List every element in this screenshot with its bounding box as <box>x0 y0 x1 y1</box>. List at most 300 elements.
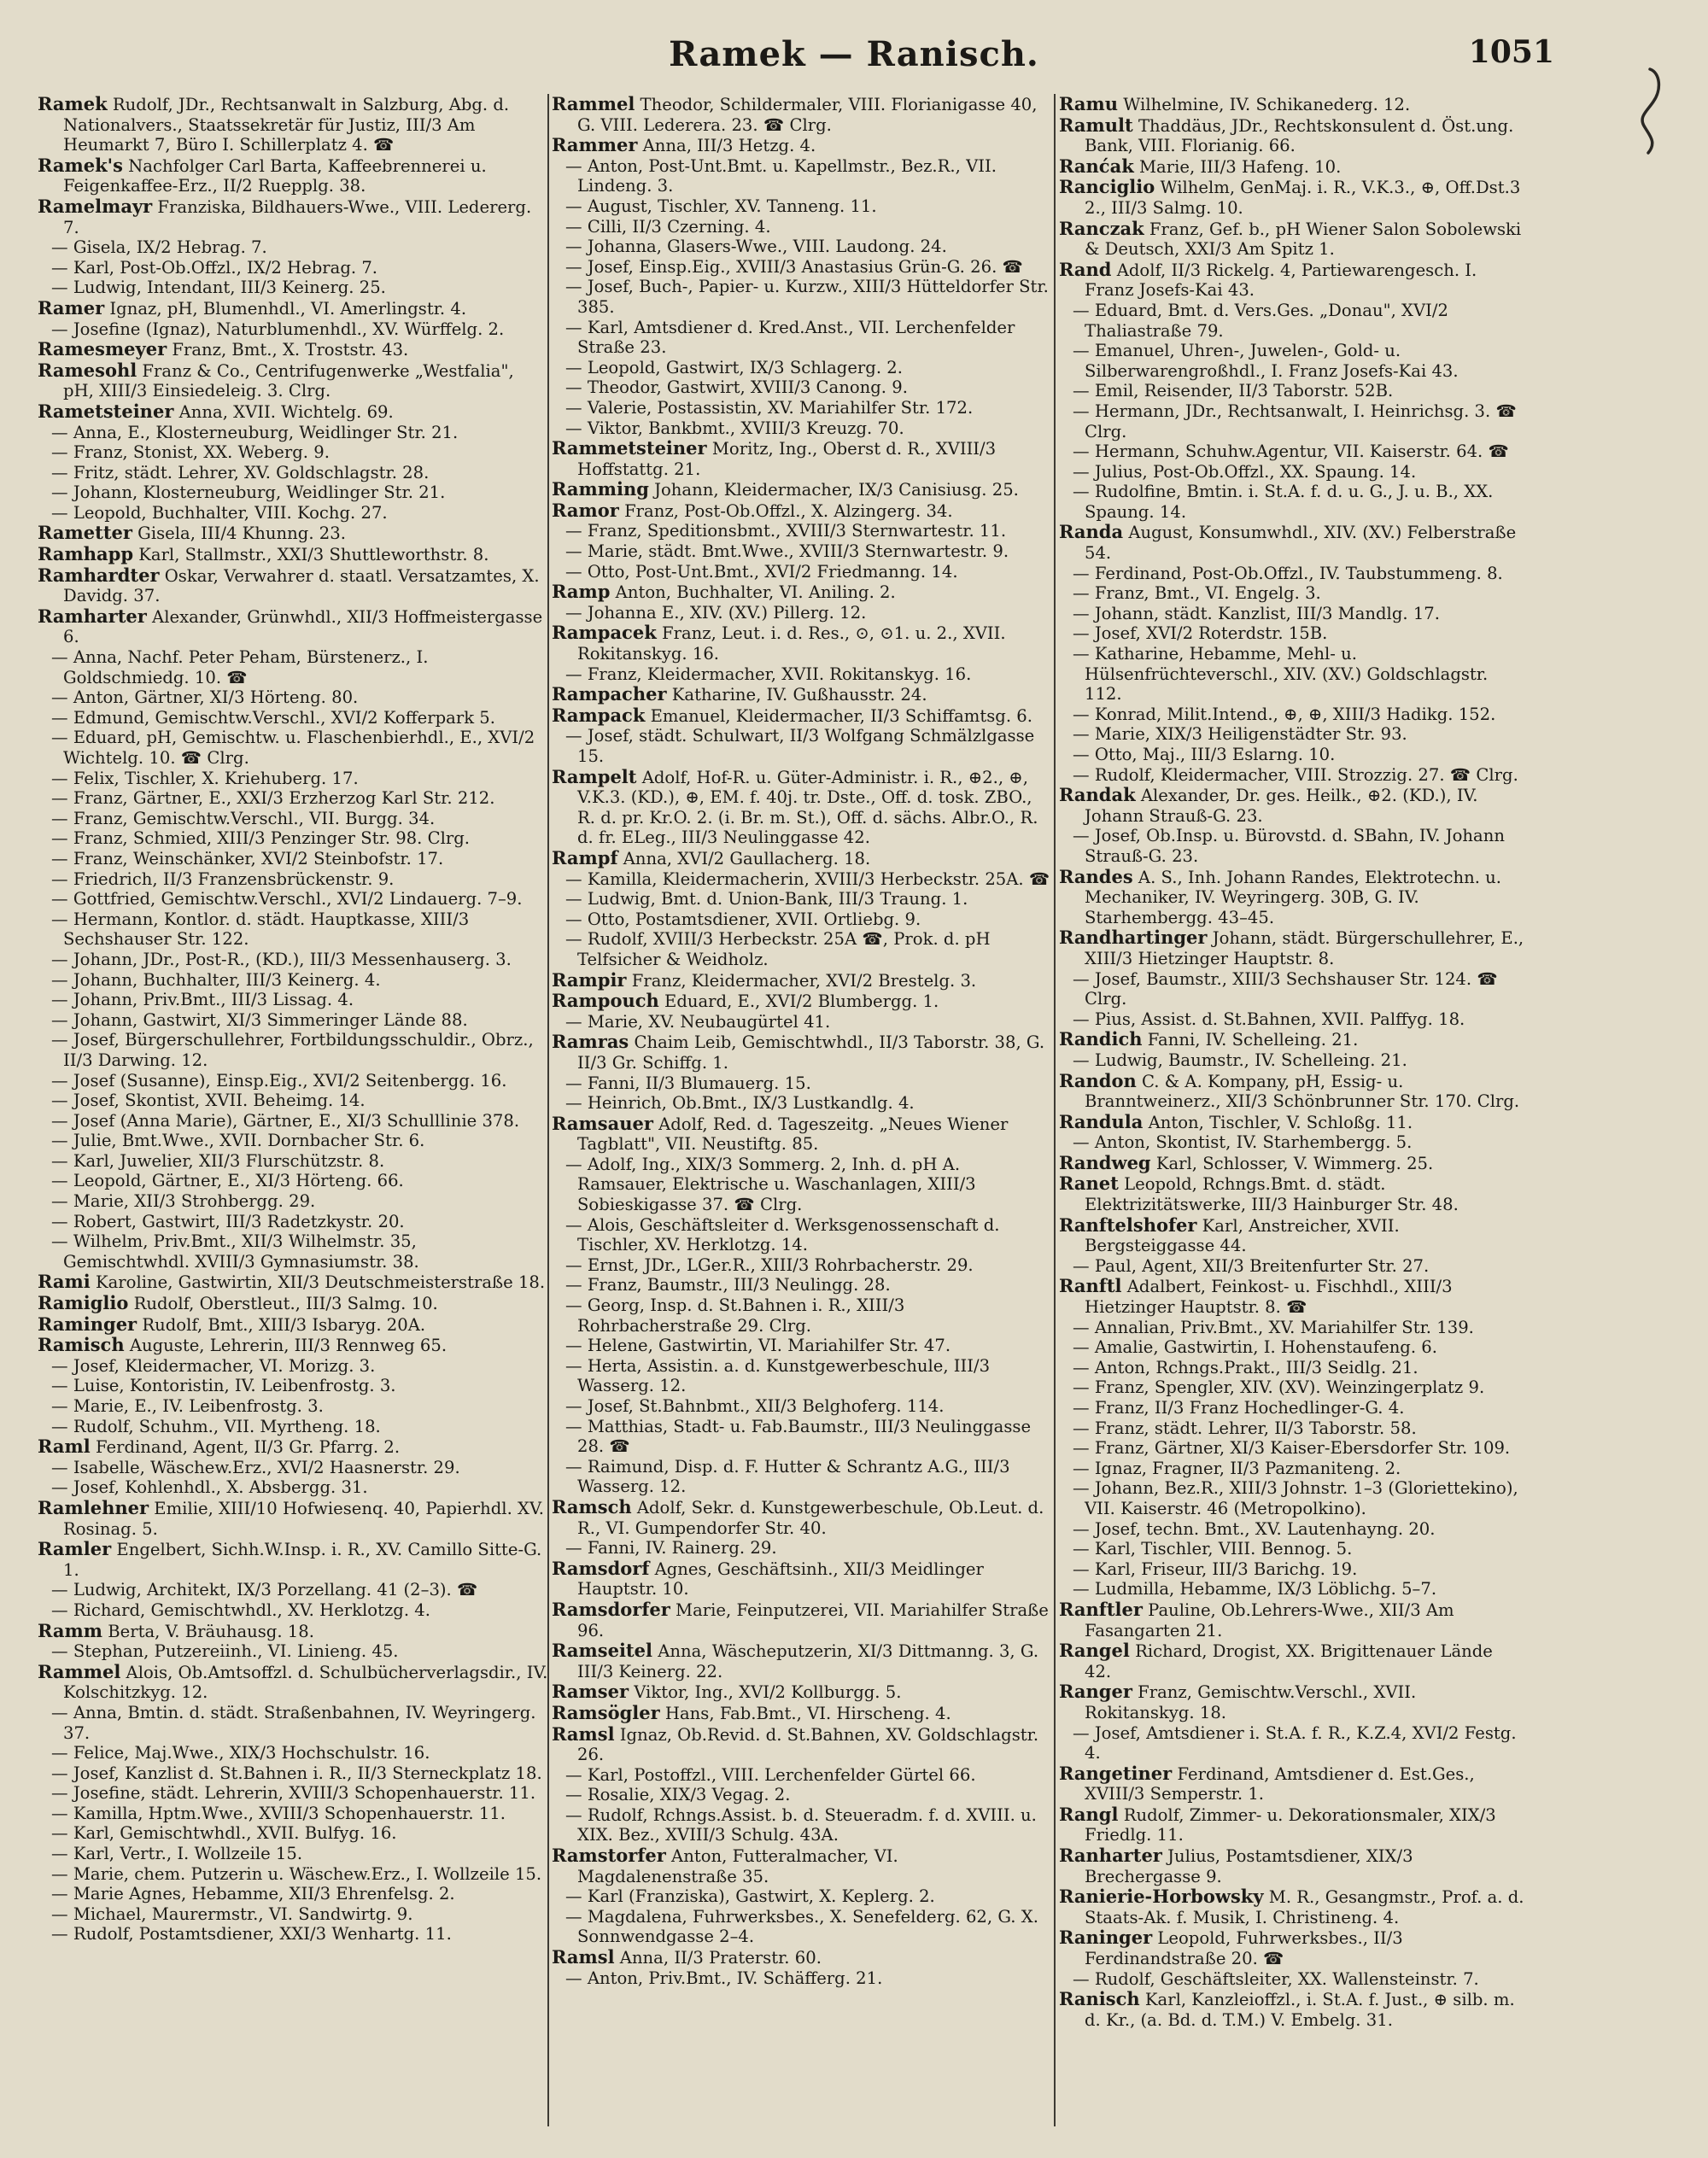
directory-subentry: — Eduard, Bmt. d. Vers.Ges. „Donau", XVI/2 Thaliastraße 79. <box>1073 300 1448 341</box>
directory-entry <box>38 1498 548 1539</box>
entry-details: Oskar, Verwahrer d. staatl. Versatzamtes, X. Davidg. 37. <box>63 565 540 606</box>
directory-subentry: — Rudolf, Postamtsdiener, XXI/3 Wenhartg. 11. <box>51 1924 452 1945</box>
directory-entry <box>38 565 548 606</box>
directory-subentry: — Karl, Postoffzl., VIII. Lerchenfelder Gürtel 66. <box>565 1764 976 1785</box>
directory-subentry: — Valerie, Postassistin, XV. Mariahilfer Str. 172. <box>565 397 974 418</box>
entry-details: Marie, III/3 Hafeng. 10. <box>1133 156 1342 177</box>
directory-entry <box>38 1335 548 1356</box>
entry-surname: Ranciglio <box>1059 176 1155 198</box>
entry-surname: Ramhapp <box>38 543 134 565</box>
directory-entry <box>552 623 1052 664</box>
directory-subentry: — Wilhelm, Priv.Bmt., XII/3 Wilhelmstr. 35, Gemischtwhdl. XVIII/3 Gymnasiumstr. 38. <box>51 1231 419 1272</box>
directory-entry <box>1059 115 1524 156</box>
entry-details: Karl, Kanzleioffzl., i. St.A. f. Just., ⊕ silb. m. d. Kr., (a. Bd. d. T.M.) V. Embelg. 31. <box>1085 1990 1515 2030</box>
directory-entry <box>552 1845 1052 1886</box>
entry-surname: Rangl <box>1059 1803 1119 1825</box>
entry-details: Alexander, Dr. ges. Heilk., ⊕2. (KD.), IV. Johann Strauß-G. 23. <box>1085 786 1478 826</box>
entry-details: Franz, Kleidermacher, XVI/2 Brestelg. 3. <box>626 970 977 991</box>
running-head: Ramek — Ranisch. <box>669 34 1039 74</box>
directory-entry <box>552 1947 1052 1968</box>
page-header <box>0 34 1708 94</box>
directory-entry <box>552 1640 1052 1681</box>
entry-details: Adolf, Hof-R. u. Güter-Administr. i. R., ⊕2., ⊕, V.K.3. (KD.), ⊕, EM. f. 40j. tr. Dste., Off. d. tosk. ZBO., R. d. pr. Kr.O. 2. (i. Br. m. St.), Off. d. sächs. Albr.O., R. d. fr. ELeg., III/3 Neulinggasse 42. <box>577 767 1038 848</box>
entry-details: Rudolf, Oberstleut., III/3 Salmg. 10. <box>128 1294 438 1314</box>
directory-entry <box>552 500 1052 522</box>
directory-subentry: — Edmund, Gemischtw.Verschl., XVI/2 Kofferpark 5. <box>51 707 495 728</box>
entry-details: Karl, Schlosser, V. Wimmerg. 25. <box>1150 1153 1434 1173</box>
directory-subentry: — Franz, städt. Lehrer, II/3 Taborstr. 58. <box>1073 1418 1417 1438</box>
entry-details: Eduard, E., XVI/2 Blumbergg. 1. <box>658 991 939 1012</box>
directory-subentry: — Fanni, II/3 Blumauerg. 15. <box>565 1073 811 1093</box>
entry-details: Anna, III/3 Hetzg. 4. <box>637 136 816 156</box>
directory-entry <box>38 1539 548 1580</box>
directory-subentry: — Stephan, Putzereiinh., VI. Linieng. 45. <box>51 1641 399 1662</box>
directory-entry <box>38 1436 548 1458</box>
directory-subentry: — Alois, Geschäftsleiter d. Werksgenossenschaft d. Tischler, XV. Herklotzg. 14. <box>565 1214 1000 1255</box>
entry-surname: Randon <box>1059 1069 1137 1091</box>
directory-entry <box>552 1032 1052 1073</box>
directory-subentry: — Josef, Kleidermacher, VI. Morizg. 3. <box>51 1355 376 1376</box>
entry-details: Emilie, XIII/10 Hofwiesenq. 40, Papierhdl. XV. Rosinag. 5. <box>63 1498 544 1539</box>
directory-subentry: — Josef, Baumstr., XIII/3 Sechshauser Str. 124. ☎ Clrg. <box>1073 968 1498 1009</box>
entry-details: Theodor, Schildermaler, VIII. Florianigasse 40, G. VIII. Lederera. 23. ☎ Clrg. <box>577 95 1038 135</box>
entry-surname: Randweg <box>1059 1151 1151 1173</box>
entry-details: Karl, Anstreicher, XVII. Bergsteiggasse 44. <box>1085 1215 1400 1256</box>
entry-surname: Randak <box>1059 784 1136 806</box>
entry-surname: Rampouch <box>552 990 659 1012</box>
directory-subentry: — Josef, Bürgerschullehrer, Fortbildungsschuldir., Obrz., II/3 Darwing. 12. <box>51 1030 534 1070</box>
directory-subentry: — Ludwig, Baumstr., IV. Schelleing. 21. <box>1073 1050 1407 1070</box>
entry-details: Hans, Fab.Bmt., VI. Hirscheng. 4. <box>659 1703 951 1723</box>
entry-surname: Ranger <box>1059 1681 1132 1703</box>
entry-details: Berta, V. Bräuhausg. 18. <box>102 1621 314 1641</box>
directory-entry <box>552 1559 1052 1599</box>
directory-subentry: — Anna, Nachf. Peter Peham, Bürstenerz., I. Goldschmiedg. 10. ☎ <box>51 647 429 687</box>
directory-subentry: — Rudolf, Schuhm., VII. Myrtheng. 18. <box>51 1416 381 1436</box>
entry-surname: Ramming <box>552 478 649 500</box>
entry-details: Ignaz, Ob.Revid. d. St.Bahnen, XV. Goldschlagstr. 26. <box>577 1724 1039 1765</box>
entry-surname: Randich <box>1059 1028 1143 1050</box>
directory-subentry: — Kamilla, Hptm.Wwe., XVIII/3 Schopenhauerstr. 11. <box>51 1803 506 1823</box>
directory-subentry: — Rudolf, Rchngs.Assist. b. d. Steueradm. f. d. XVIII. u. XIX. Bez., XVIII/3 Schulg. 43A. <box>565 1804 1037 1845</box>
directory-subentry: — Franz, Weinschänker, XVI/2 Steinbofstr. 17. <box>51 848 444 868</box>
entry-details: Johann, Kleidermacher, IX/3 Canisiusg. 25. <box>648 480 1019 500</box>
entry-surname: Rametsteiner <box>38 400 174 422</box>
directory-entry <box>552 848 1052 869</box>
entry-details: Anton, Tischler, V. Schloßg. 11. <box>1143 1112 1413 1132</box>
directory-subentry: — Karl, Gemischtwhdl., XVII. Bulfyg. 16. <box>51 1823 397 1844</box>
directory-subentry: — Josef, Einsp.Eig., XVIII/3 Anastasius Grün-G. 26. ☎ <box>565 256 1023 277</box>
directory-subentry: — Amalie, Gastwirtin, I. Hohenstaufeng. 6. <box>1073 1337 1438 1358</box>
directory-subentry: — Eduard, pH, Gemischtw. u. Flaschenbierhdl., E., XVI/2 Wichtelg. 10. ☎ Clrg. <box>51 728 535 768</box>
entry-surname: Rampacher <box>552 683 667 705</box>
entry-surname: Ranisch <box>1059 1988 1140 2010</box>
directory-subentry: — Josefine, städt. Lehrerin, XVIII/3 Schopenhauerstr. 11. <box>51 1783 536 1804</box>
directory-entry <box>38 523 548 544</box>
directory-subentry: — Johann, Klosterneuburg, Weidlinger Str. 21. <box>51 482 446 503</box>
directory-entry <box>38 155 548 196</box>
directory-subentry: — Franz, II/3 Franz Hochedlinger-G. 4. <box>1073 1398 1405 1418</box>
entry-surname: Ramu <box>1059 94 1119 114</box>
directory-subentry: — Fritz, städt. Lehrer, XV. Goldschlagstr. 28. <box>51 462 430 482</box>
directory-subentry: — Josef, Kanzlist d. St.Bahnen i. R., II/3 Sterneckplatz 18. <box>51 1763 542 1783</box>
entry-details: Franz, Gef. b., pH Wiener Salon Sobolewski & Deutsch, XXI/3 Am Spitz 1. <box>1085 219 1522 260</box>
directory-subentry: — Josef, Buch-, Papier- u. Kurzw., XIII/3 Hütteldorfer Str. 385. <box>565 277 1049 317</box>
entry-surname: Ranczak <box>1059 217 1144 239</box>
directory-subentry: — August, Tischler, XV. Tanneng. 11. <box>565 196 877 216</box>
directory-subentry: — Marie, städt. Bmt.Wwe., XVIII/3 Sternwartestr. 9. <box>565 541 1009 562</box>
directory-subentry: — Anna, Bmtin. d. städt. Straßenbahnen, IV. Weyringerg. 37. <box>51 1702 536 1743</box>
directory-subentry: — Herta, Assistin. a. d. Kunstgewerbeschule, III/3 Wasserg. 12. <box>565 1355 991 1396</box>
directory-subentry: — Leopold, Buchhalter, VIII. Kochg. 27. <box>51 502 388 523</box>
entry-details: Pauline, Ob.Lehrers-Wwe., XII/3 Am Fasangarten 21. <box>1085 1599 1454 1640</box>
entry-surname: Ramek's <box>38 154 123 176</box>
entry-details: Fanni, IV. Schelleing. 21. <box>1142 1030 1359 1050</box>
directory-subentry: — Marie, XV. Neubaugürtel 41. <box>565 1011 831 1032</box>
entry-details: August, Konsumwhdl., XIV. (XV.) Felberstraße 54. <box>1085 523 1517 564</box>
entry-surname: Raml <box>38 1436 91 1458</box>
directory-subentry: — Heinrich, Ob.Bmt., IX/3 Lustkandlg. 4. <box>565 1093 915 1114</box>
entry-details: Wilhelmine, IV. Schikanederg. 12. <box>1118 95 1411 114</box>
directory-entry <box>1059 1763 1524 1804</box>
entry-details: Ferdinand, Agent, II/3 Gr. Pfarrg. 2. <box>90 1437 401 1458</box>
directory-subentry: — Richard, Gemischtwhdl., XV. Herklotzg. 4. <box>51 1599 430 1620</box>
directory-subentry: — Theodor, Gastwirt, XVIII/3 Canong. 9. <box>565 377 908 398</box>
directory-subentry: — Franz, Gärtner, XI/3 Kaiser-Ebersdorfer Str. 109. <box>1073 1438 1511 1459</box>
column-3 <box>1059 94 1524 2126</box>
entry-surname: Ramsch <box>552 1495 632 1518</box>
entry-surname: Rammer <box>552 134 638 156</box>
entry-details: Chaim Leib, Gemischtwhdl., II/3 Taborstr. 38, G. II/3 Gr. Schiffg. 1. <box>577 1032 1045 1073</box>
directory-subentry: — Hermann, Kontlor. d. städt. Hauptkasse, XIII/3 Sechshauser Str. 122. <box>51 909 470 950</box>
entry-surname: Ramser <box>552 1681 629 1703</box>
page-number: 1051 <box>1468 34 1554 70</box>
directory-subentry: — Rudolfine, Bmtin. i. St.A. f. d. u. G., J. u. B., XX. Spaung. 14. <box>1073 482 1494 522</box>
entry-details: Leopold, Rchngs.Bmt. d. städt. Elektrizitätswerke, III/3 Hainburger Str. 48. <box>1085 1174 1459 1215</box>
entry-surname: Ramek <box>38 94 108 114</box>
directory-subentry: — Pius, Assist. d. St.Bahnen, XVII. Palffyg. 18. <box>1073 1009 1465 1029</box>
entry-details: Anna, Wäscheputzerin, XI/3 Dittmanng. 3, G. III/3 Keinerg. 22. <box>577 1641 1039 1681</box>
entry-surname: Rampack <box>552 704 646 726</box>
entry-details: Thaddäus, JDr., Rechtskonsulent d. Öst.ung. Bank, VIII. Florianig. 66. <box>1085 115 1514 156</box>
entry-surname: Raninger <box>1059 1927 1153 1949</box>
directory-entry <box>1059 867 1524 928</box>
entry-surname: Ranierie-Horbowsky <box>1059 1886 1264 1908</box>
directory-subentry: — Paul, Agent, XII/3 Breitenfurter Str. 27. <box>1073 1255 1430 1276</box>
directory-entry <box>1059 260 1524 301</box>
directory-entry <box>38 544 548 565</box>
directory-entry <box>552 1703 1052 1724</box>
directory-subentry: — Karl (Franziska), Gastwirt, X. Keplerg. 2. <box>565 1886 935 1907</box>
directory-entry <box>552 1724 1052 1765</box>
directory-subentry: — Marie, chem. Putzerin u. Wäschew.Erz., I. Wollzeile 15. <box>51 1863 542 1884</box>
directory-subentry: — Otto, Maj., III/3 Eslarng. 10. <box>1073 745 1336 764</box>
directory-subentry: — Franz, Schmied, XIII/3 Penzinger Str. 98. Clrg. <box>51 828 470 849</box>
directory-subentry: — Franz, Kleidermacher, XVII. Rokitanskyg. 16. <box>565 664 972 684</box>
directory-subentry: — Robert, Gastwirt, III/3 Radetzkystr. 20. <box>51 1211 405 1231</box>
directory-entry <box>552 767 1052 848</box>
directory-subentry: — Helene, Gastwirtin, VI. Mariahilfer Str. 47. <box>565 1336 951 1356</box>
directory-subentry: — Magdalena, Fuhrwerksbes., X. Senefelderg. 62, G. X. Sonnwendgasse 2–4. <box>565 1906 1038 1947</box>
directory-subentry: — Rudolf, Kleidermacher, VIII. Strozzig. 27. ☎ Clrg. <box>1073 764 1518 785</box>
entry-details: Anna, II/3 Praterstr. 60. <box>614 1948 822 1968</box>
directory-subentry: — Hermann, JDr., Rechtsanwalt, I. Heinrichsg. 3. ☎ Clrg. <box>1073 401 1517 442</box>
entry-surname: Rammel <box>552 94 635 114</box>
directory-entry <box>552 438 1052 479</box>
entry-surname: Ramsdorfer <box>552 1598 670 1620</box>
directory-subentry: — Rudolf, Geschäftsleiter, XX. Wallensteinstr. 7. <box>1073 1968 1479 1989</box>
entry-details: Franziska, Bildhauers-Wwe., VIII. Ledererg. 7. <box>63 196 532 237</box>
entry-details: M. R., Gesangmstr., Prof. a. d. Staats-Ak. f. Musik, I. Christineng. 4. <box>1085 1887 1524 1927</box>
directory-subentry: — Otto, Post-Unt.Bmt., XVI/2 Friedmanng. 14. <box>565 561 958 582</box>
entry-surname: Randhartinger <box>1059 927 1208 949</box>
directory-subentry: — Anton, Gärtner, XI/3 Hörteng. 80. <box>51 687 359 708</box>
directory-entry <box>552 684 1052 705</box>
directory-subentry: — Josef, XVI/2 Roterdstr. 15B. <box>1073 623 1328 644</box>
entry-details: Franz, Post-Ob.Offzl., X. Alzingerg. 34. <box>618 500 953 521</box>
directory-subentry: — Ludwig, Intendant, III/3 Keinerg. 25. <box>51 278 386 298</box>
directory-entry <box>552 705 1052 727</box>
directory-subentry: — Johann, Priv.Bmt., III/3 Lissag. 4. <box>51 990 354 1010</box>
directory-entry <box>38 196 548 237</box>
entry-surname: Ranćak <box>1059 155 1134 177</box>
directory-subentry: — Johann, Buchhalter, III/3 Keinerg. 4. <box>51 969 381 990</box>
directory-subentry: — Anton, Rchngs.Prakt., III/3 Seidlg. 21. <box>1073 1357 1418 1377</box>
directory-entry <box>38 360 548 401</box>
directory-entry <box>38 1621 548 1642</box>
directory-entry <box>1059 1276 1524 1317</box>
directory-entry <box>1059 927 1524 968</box>
directory-entry <box>1059 1215 1524 1256</box>
directory-entry <box>1059 219 1524 260</box>
directory-subentry: — Rosalie, XIX/3 Vegag. 2. <box>565 1785 791 1805</box>
directory-subentry: — Julius, Post-Ob.Offzl., XX. Spaung. 14. <box>1073 461 1417 482</box>
directory-subentry: — Karl, Tischler, VIII. Bennog. 5. <box>1073 1539 1353 1559</box>
directory-subentry: — Franz, Spengler, XIV. (XV). Weinzingerplatz 9. <box>1073 1377 1485 1398</box>
entry-details: Johann, städt. Bürgerschullehrer, E., XIII/3 Hietzinger Hauptstr. 8. <box>1085 928 1524 968</box>
directory-entry <box>552 582 1052 603</box>
entry-details: Nachfolger Carl Barta, Kaffeebrennerei u. Feigenkaffee-Erz., II/2 Ruepplg. 38. <box>63 155 487 196</box>
directory-entry <box>38 1272 548 1293</box>
entry-details: Franz, Leut. i. d. Res., ⊙, ⊙1. u. 2., XVII. Rokitanskyg. 16. <box>577 623 1006 664</box>
directory-subentry: — Georg, Insp. d. St.Bahnen i. R., XIII/3 Rohrbacherstraße 29. Clrg. <box>565 1295 905 1336</box>
directory-subentry: — Michael, Maurermstr., VI. Sandwirtg. 9. <box>51 1904 413 1924</box>
entry-surname: Ramsögler <box>552 1701 660 1723</box>
directory-subentry: — Ferdinand, Post-Ob.Offzl., IV. Taubstummeng. 8. <box>1073 563 1503 583</box>
entry-details: Moritz, Ing., Oberst d. R., XVIII/3 Hoffstattg. 21. <box>577 439 997 479</box>
directory-subentry: — Anton, Skontist, IV. Starhembergg. 5. <box>1073 1132 1413 1153</box>
directory-subentry: — Johann, Bez.R., XIII/3 Johnstr. 1–3 (Gloriettekino), VII. Kaiserstr. 46 (Metropolkino). <box>1073 1478 1518 1518</box>
directory-entry <box>1059 1804 1524 1845</box>
column-2 <box>552 94 1052 2126</box>
directory-entry <box>552 479 1052 500</box>
directory-subentry: — Josef (Anna Marie), Gärtner, E., XI/3 Schulllinie 378. <box>51 1110 520 1131</box>
directory-entry <box>1059 1112 1524 1133</box>
directory-subentry: — Otto, Postamtsdiener, XVII. Ortliebg. 9. <box>565 909 921 929</box>
directory-entry <box>38 1293 548 1314</box>
entry-surname: Ramsauer <box>552 1112 653 1134</box>
directory-subentry: — Gisela, IX/2 Hebrag. 7. <box>51 237 267 258</box>
directory-subentry: — Cilli, II/3 Czerning. 4. <box>565 216 771 237</box>
entry-details: Rudolf, Bmt., XIII/3 Isbaryg. 20A. <box>137 1314 426 1335</box>
directory-subentry: — Franz, Stonist, XX. Weberg. 9. <box>51 442 330 463</box>
entry-surname: Ranftelshofer <box>1059 1214 1197 1236</box>
directory-subentry: — Viktor, Bankbmt., XVIII/3 Kreuzg. 70. <box>565 418 904 438</box>
entry-details: Adolf, Red. d. Tageszeitg. „Neues Wiener Tagblatt", VII. Neustiftg. 85. <box>577 1114 1009 1155</box>
entry-surname: Ramstorfer <box>552 1845 666 1867</box>
entry-surname: Rampacek <box>552 622 657 644</box>
directory-subentry: — Annalian, Priv.Bmt., XV. Mariahilfer Str. 139. <box>1073 1317 1474 1337</box>
directory-entry <box>1059 177 1524 218</box>
directory-subentry: — Katharine, Hebamme, Mehl- u. Hülsenfrüchteverschl., XIV. (XV.) Goldschlagstr. 112. <box>1073 644 1489 705</box>
entry-details: Wilhelm, GenMaj. i. R., V.K.3., ⊕, Off.Dst.3 2., III/3 Salmg. 10. <box>1085 178 1521 218</box>
directory-subentry: — Isabelle, Wäschew.Erz., XVI/2 Haasnerstr. 29. <box>51 1457 460 1477</box>
entry-surname: Ramm <box>38 1619 102 1641</box>
directory-entry <box>1059 1681 1524 1722</box>
directory-entry <box>38 401 548 423</box>
directory-subentry: — Anna, E., Klosterneuburg, Weidlinger Str. 21. <box>51 422 459 442</box>
directory-entry <box>1059 1927 1524 1968</box>
entry-details: Adolf, Sekr. d. Kunstgewerbeschule, Ob.Leut. d. R., VI. Gumpendorfer Str. 40. <box>577 1497 1044 1538</box>
directory-subentry: — Ernst, JDr., LGer.R., XIII/3 Rohrbacherstr. 29. <box>565 1254 974 1275</box>
entry-details: Emanuel, Kleidermacher, II/3 Schiffamtsg. 6. <box>645 705 1032 726</box>
directory-entry <box>552 135 1052 156</box>
entry-surname: Ramult <box>1059 114 1133 136</box>
directory-subentry: — Ludwig, Bmt. d. Union-Bank, III/3 Traung. 1. <box>565 889 968 909</box>
entry-surname: Ramelmayr <box>38 195 153 217</box>
directory-subentry: — Josef, Amtsdiener i. St.A. f. R., K.Z.4, XVI/2 Festg. 4. <box>1073 1722 1517 1763</box>
directory-entry <box>38 1314 548 1336</box>
directory-subentry: — Franz, Speditionsbmt., XVIII/3 Sternwartestr. 11. <box>565 521 1007 541</box>
directory-entry <box>552 1114 1052 1155</box>
directory-subentry: — Johann, Gastwirt, XI/3 Simmeringer Lände 88. <box>51 1009 468 1030</box>
directory-entry <box>1059 94 1524 115</box>
entry-surname: Rangetiner <box>1059 1762 1173 1784</box>
directory-subentry: — Johanna, Glasers-Wwe., VIII. Laudong. 24. <box>565 237 947 257</box>
entry-surname: Ranftl <box>1059 1275 1122 1297</box>
entry-details: Richard, Drogist, XX. Brigittenauer Lände 42. <box>1085 1641 1493 1681</box>
directory-entry <box>38 94 548 155</box>
entry-surname: Randula <box>1059 1110 1144 1132</box>
directory-subentry: — Leopold, Gärtner, E., XI/3 Hörteng. 66. <box>51 1171 404 1191</box>
directory-subentry: — Emanuel, Uhren-, Juwelen-, Gold- u. Silberwarengroßhdl., I. Franz Josefs-Kai 43. <box>1073 341 1459 381</box>
directory-entry <box>552 94 1052 135</box>
entry-surname: Ramhardter <box>38 564 160 586</box>
directory-subentry: — Ludmilla, Hebamme, IX/3 Löblichg. 5–7. <box>1073 1579 1437 1599</box>
entry-surname: Raminger <box>38 1313 137 1335</box>
directory-entry <box>1059 156 1524 178</box>
entry-details: Rudolf, JDr., Rechtsanwalt in Salzburg, Abg. d. Nationalvers., Staatssekretär für Justiz, III/3 Am Heumarkt 7, Büro I. Schillerplatz 4. ☎ <box>63 95 510 155</box>
directory-subentry: — Fanni, IV. Rainerg. 29. <box>565 1538 777 1559</box>
directory-entry <box>1059 522 1524 563</box>
entry-details: Anna, XVII. Wichtelg. 69. <box>173 401 394 422</box>
directory-subentry: — Franz, Baumstr., III/3 Neulingg. 28. <box>565 1275 891 1295</box>
directory-entry <box>1059 1599 1524 1640</box>
entry-details: Marie, Feinputzerei, VII. Mariahilfer Straße 96. <box>577 1599 1049 1640</box>
entry-surname: Rand <box>1059 258 1112 280</box>
entry-surname: Ramisch <box>38 1334 125 1356</box>
entry-details: Julius, Postamtsdiener, XIX/3 Brechergasse 9. <box>1085 1846 1413 1886</box>
directory-subentry: — Johanna E., XIV. (XV.) Pillerg. 12. <box>565 602 867 623</box>
entry-details: C. & A. Kompany, pH, Essig- u. Branntweinerz., XII/3 Schönbrunner Str. 170. Clrg. <box>1085 1071 1520 1112</box>
entry-details: Auguste, Lehrerin, III/3 Rennweg 65. <box>124 1336 447 1356</box>
directory-subentry: — Karl, Friseur, III/3 Barichg. 19. <box>1073 1559 1358 1579</box>
directory-entry <box>1059 1173 1524 1214</box>
entry-surname: Randes <box>1059 865 1133 887</box>
column-1 <box>38 94 548 2126</box>
entry-surname: Ramer <box>38 296 105 319</box>
directory-subentry: — Karl, Amtsdiener d. Kred.Anst., VII. Lerchenfelder Straße 23. <box>565 317 1015 358</box>
directory-subentry: — Rudolf, XVIII/3 Herbeckstr. 25A ☎, Prok. d. pH Telfsicher & Weidholz. <box>565 929 991 969</box>
directory-entry <box>552 1681 1052 1703</box>
entry-surname: Rammel <box>38 1660 121 1682</box>
directory-subentry: — Marie, XIX/3 Heiligenstädter Str. 93. <box>1073 724 1407 745</box>
directory-subentry: — Hermann, Schuhw.Agentur, VII. Kaiserstr. 64. ☎ <box>1073 442 1509 462</box>
directory-entry <box>1059 785 1524 826</box>
entry-surname: Ranharter <box>1059 1845 1162 1867</box>
entry-details: Adolf, II/3 Rickelg. 4, Partiewarengesch. I. Franz Josefs-Kai 43. <box>1085 260 1477 301</box>
entry-details: Gisela, III/4 Khunng. 23. <box>132 523 346 544</box>
directory-entry <box>552 991 1052 1012</box>
directory-subentry: — Josefine (Ignaz), Naturblumenhdl., XV. Würffelg. 2. <box>51 319 505 339</box>
entry-surname: Ramlehner <box>38 1496 149 1518</box>
directory-subentry: — Josef, Ob.Insp. u. Bürovstd. d. SBahn, IV. Johann Strauß-G. 23. <box>1073 826 1505 866</box>
directory-subentry: — Josef, techn. Bmt., XV. Lautenhayng. 20. <box>1073 1518 1436 1539</box>
entry-details: Anna, XVI/2 Gaullacherg. 18. <box>617 848 871 868</box>
directory-entry <box>38 1662 548 1703</box>
directory-subentry: — Luise, Kontoristin, IV. Leibenfrostg. 3. <box>51 1376 396 1396</box>
entry-surname: Ramras <box>552 1031 629 1053</box>
directory-entry <box>38 339 548 360</box>
entry-surname: Ramharter <box>38 605 147 627</box>
entry-details: Rudolf, Zimmer- u. Dekorationsmaler, XIX/3 Friedlg. 11. <box>1085 1804 1496 1845</box>
directory-subentry: — Franz, Gärtner, E., XXI/3 Erzherzog Karl Str. 212. <box>51 788 495 809</box>
directory-subentry: — Karl, Vertr., I. Wollzeile 15. <box>51 1844 303 1864</box>
directory-subentry: — Raimund, Disp. d. F. Hutter & Schrantz A.G., III/3 Wasserg. 12. <box>565 1456 1010 1497</box>
directory-entry <box>552 1599 1052 1640</box>
entry-details: Alexander, Grünwhdl., XII/3 Hoffmeistergasse 6. <box>63 606 543 647</box>
directory-entry <box>1059 1845 1524 1886</box>
directory-entry <box>1059 1886 1524 1927</box>
entry-surname: Ramler <box>38 1538 112 1560</box>
directory-subentry: — Franz, Gemischtw.Verschl., VII. Burgg. 34. <box>51 808 436 828</box>
entry-surname: Rami <box>38 1271 91 1293</box>
directory-entry <box>552 970 1052 991</box>
entry-surname: Rampir <box>552 968 627 991</box>
directory-subentry: — Leopold, Gastwirt, IX/3 Schlagerg. 2. <box>565 357 903 377</box>
directory-subentry: — Gottfried, Gemischtw.Verschl., XVI/2 Lindauerg. 7–9. <box>51 889 523 909</box>
directory-subentry: — Matthias, Stadt- u. Fab.Baumstr., III/3 Neulinggasse 28. ☎ <box>565 1416 1032 1457</box>
directory-subentry: — Friedrich, II/3 Franzensbrückenstr. 9. <box>51 868 395 889</box>
directory-subentry: — Adolf, Ing., XIX/3 Sommerg. 2, Inh. d. pH A. Ramsauer, Elektrische u. Waschanlagen, XIII/3 Sobieskigasse 37. ☎ Clrg. <box>565 1154 976 1215</box>
entry-details: Viktor, Ing., XVI/2 Kollburgg. 5. <box>629 1682 902 1703</box>
entry-surname: Rampelt <box>552 765 637 787</box>
entry-surname: Ramor <box>552 499 619 521</box>
entry-surname: Ramiglio <box>38 1292 129 1314</box>
entry-surname: Ramseitel <box>552 1640 652 1662</box>
directory-entry <box>1059 1153 1524 1174</box>
directory-subentry: — Marie Agnes, Hebamme, XII/3 Ehrenfelsg. 2. <box>51 1884 455 1904</box>
directory-subentry: — Felix, Tischler, X. Kriehuberg. 17. <box>51 768 359 788</box>
column-rule <box>1054 94 1056 2126</box>
entry-details: Anton, Buchhalter, VI. Aniling. 2. <box>610 582 896 603</box>
directory-entry <box>552 1497 1052 1538</box>
directory-subentry: — Johann, städt. Kanzlist, III/3 Mandlg. 17. <box>1073 603 1440 623</box>
directory-subentry: — Josef, Kohlenhdl., X. Absbergg. 31. <box>51 1477 368 1498</box>
directory-subentry: — Felice, Maj.Wwe., XIX/3 Hochschulstr. 16. <box>51 1743 430 1763</box>
entry-surname: Randa <box>1059 521 1124 543</box>
entry-details: Franz, Bmt., X. Troststr. 43. <box>167 340 409 360</box>
